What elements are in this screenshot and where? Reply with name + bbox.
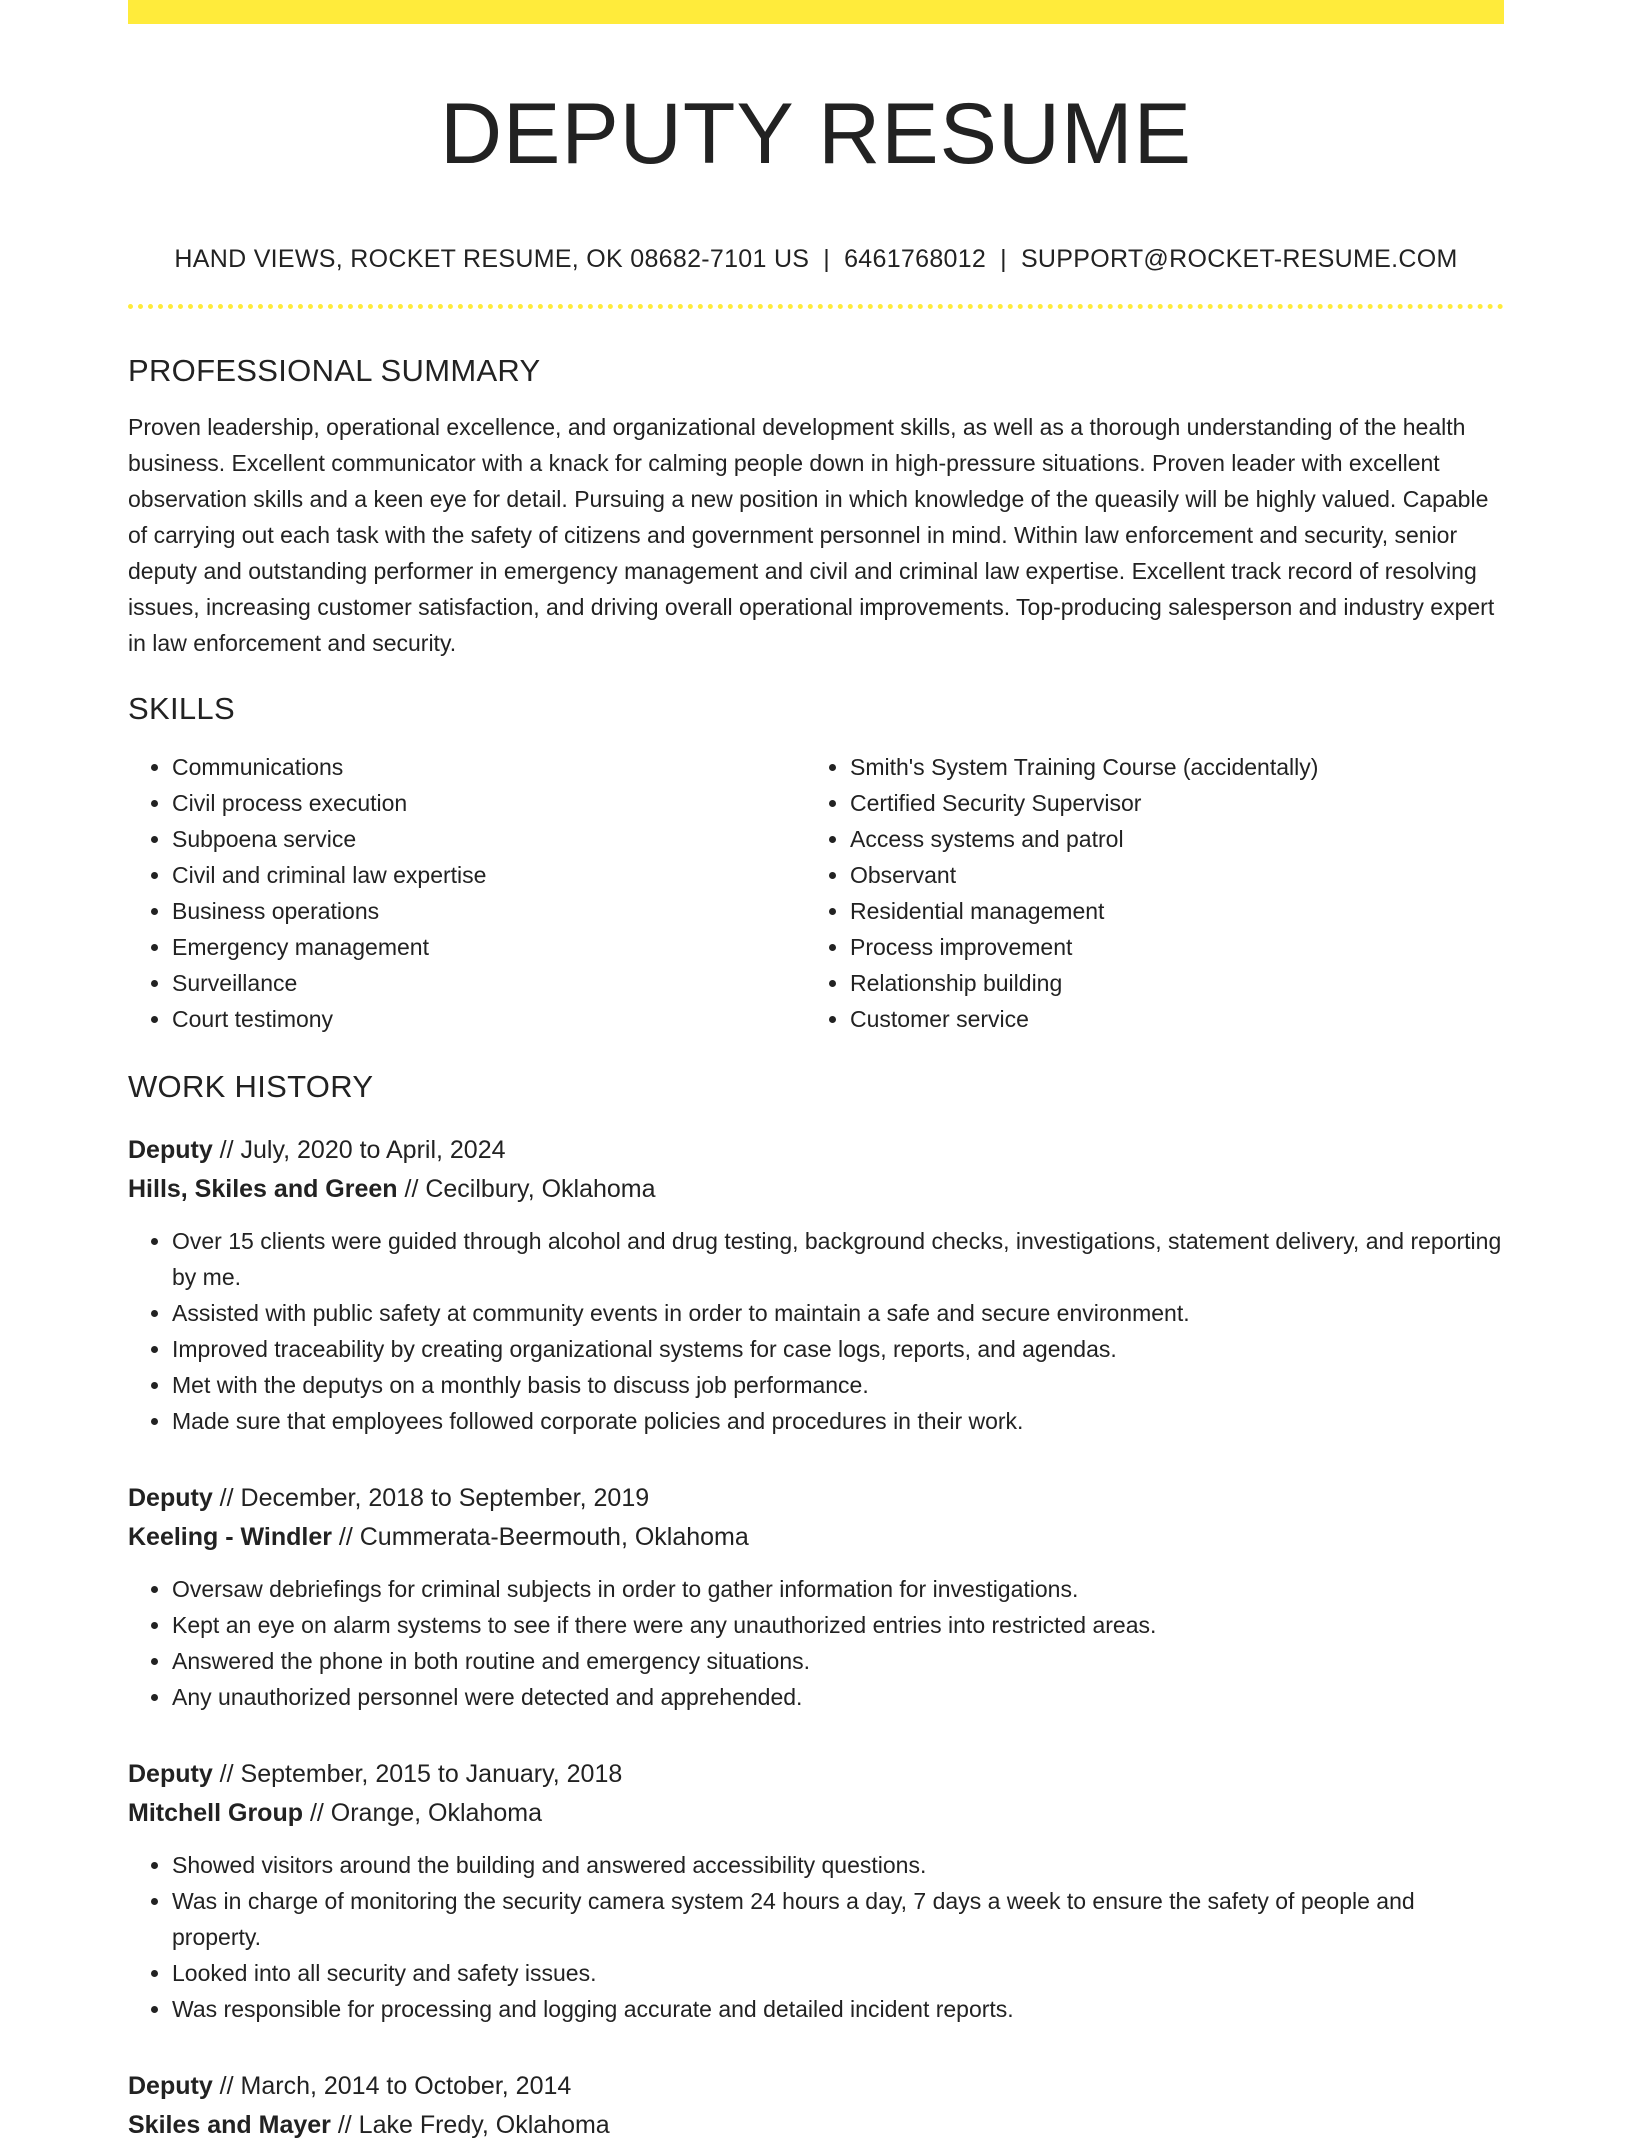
skill-item: • Observant	[850, 857, 1484, 893]
job-bullet: • Kept an eye on alarm systems to see if there were any unauthorized entries into restricted areas.	[172, 1607, 1504, 1643]
job-bullet: • Showed visitors around the building and answered accessibility questions.	[172, 1847, 1504, 1883]
skills-column-left	[128, 749, 806, 1037]
skill-item: • Business operations	[172, 893, 806, 929]
work-history-heading: WORK HISTORY	[128, 1069, 374, 1104]
skills-grid	[128, 749, 1504, 1037]
top-accent-bar	[128, 0, 1504, 24]
skill-item: • Residential management	[850, 893, 1484, 929]
job-company-line	[128, 2106, 1504, 2145]
skill-item: • Civil and criminal law expertise	[172, 857, 806, 893]
skill-item: • Certified Security Supervisor	[850, 785, 1484, 821]
contact-line	[128, 242, 1504, 276]
job-company-line	[128, 1794, 1504, 1833]
job-bullets	[128, 1571, 1504, 1715]
summary-text: Proven leadership, operational excellence, and organizational development skills, as well as a thorough understanding of the health business. Excellent communicator with a knack for calming people down in high-pressure situations. Proven leader with excellent observation skills and a keen eye for detail. Pursuing a new position in which knowledge of the queasily will be highly valued. Capable of carrying out each task with the safety of citizens and government personnel in mind. Within law enforcement and security, senior deputy and outstanding performer in emergency management and civil and criminal law expertise. Excellent track record of resolving issues, increasing customer satisfaction, and driving overall operational improvements. Top-producing salesperson and industry expert in law enforcement and security.	[128, 414, 1495, 656]
job-bullet: • Was in charge of monitoring the security camera system 24 hours a day, 7 days a week to ensure the safety of people and property.	[172, 1883, 1504, 1955]
skills-column-right	[806, 749, 1484, 1037]
resume-page	[128, 0, 1504, 2139]
job-bullet: • Was responsible for processing and logging accurate and detailed incident reports.	[172, 1991, 1504, 2027]
contact-separator: |	[823, 245, 831, 273]
contact-email: SUPPORT@ROCKET-RESUME.COM	[1020, 245, 1458, 273]
skill-item: • Relationship building	[850, 965, 1484, 1001]
skill-item: • Court testimony	[172, 1001, 806, 1037]
job-dates: // July, 2020 to April, 2024	[212, 1136, 506, 1164]
job-entry	[128, 1755, 1504, 2027]
job-bullets	[128, 1847, 1504, 2027]
skill-item: • Smith's System Training Course (accidentally)	[850, 749, 1484, 785]
skill-item: • Civil process execution	[172, 785, 806, 821]
summary-heading: PROFESSIONAL SUMMARY	[128, 353, 541, 388]
job-entry	[128, 2067, 1504, 2145]
job-bullet: • Assisted with public safety at community events in order to maintain a safe and secure environment.	[172, 1295, 1504, 1331]
skill-item: • Access systems and patrol	[850, 821, 1484, 857]
job-dates: // December, 2018 to September, 2019	[212, 1484, 650, 1512]
skills-heading: SKILLS	[128, 691, 235, 726]
job-bullets	[128, 1223, 1504, 1439]
job-title-line	[128, 1131, 1504, 1170]
job-company: Mitchell Group	[128, 1799, 303, 1827]
contact-separator: |	[1000, 245, 1007, 273]
job-bullet: • Answered the phone in both routine and emergency situations.	[172, 1643, 1504, 1679]
job-title-line	[128, 1479, 1504, 1518]
job-company-line	[128, 1518, 1504, 1557]
resume-title: DEPUTY RESUME	[439, 86, 1193, 182]
job-entry	[128, 1479, 1504, 1715]
job-location: // Cummerata-Beermouth, Oklahoma	[331, 1523, 749, 1551]
contact-address: HAND VIEWS, ROCKET RESUME, OK 08682-7101 US	[174, 245, 810, 273]
job-entry	[128, 1131, 1504, 1439]
job-bullet: • Made sure that employees followed corporate policies and procedures in their work.	[172, 1403, 1504, 1439]
job-bullet: • Oversaw debriefings for criminal subjects in order to gather information for investigations.	[172, 1571, 1504, 1607]
job-dates: // March, 2014 to October, 2014	[212, 2072, 572, 2100]
dotted-divider	[128, 304, 1504, 309]
skill-item: • Surveillance	[172, 965, 806, 1001]
skill-item: • Process improvement	[850, 929, 1484, 965]
skill-item: • Communications	[172, 749, 806, 785]
job-title: Deputy	[128, 1760, 213, 1788]
job-bullet: • Improved traceability by creating organizational systems for case logs, reports, and agendas.	[172, 1331, 1504, 1367]
skill-item: • Customer service	[850, 1001, 1484, 1037]
job-company: Hills, Skiles and Green	[128, 1175, 398, 1203]
job-bullet: • Over 15 clients were guided through alcohol and drug testing, background checks, investigations, statement delivery, and reporting by me.	[172, 1223, 1504, 1295]
job-location: // Orange, Oklahoma	[303, 1799, 543, 1827]
job-title: Deputy	[128, 1484, 213, 1512]
job-bullet: • Met with the deputys on a monthly basis to discuss job performance.	[172, 1367, 1504, 1403]
job-company: Skiles and Mayer	[128, 2111, 331, 2139]
job-title-line	[128, 2067, 1504, 2106]
job-company: Keeling - Windler	[128, 1523, 332, 1551]
job-title: Deputy	[128, 1136, 213, 1164]
job-title-line	[128, 1755, 1504, 1794]
job-bullet: • Any unauthorized personnel were detected and apprehended.	[172, 1679, 1504, 1715]
job-company-line	[128, 1170, 1504, 1209]
job-location: // Lake Fredy, Oklahoma	[330, 2111, 610, 2139]
job-bullet: • Looked into all security and safety issues.	[172, 1955, 1504, 1991]
job-dates: // September, 2015 to January, 2018	[212, 1760, 623, 1788]
job-location: // Cecilbury, Oklahoma	[397, 1175, 656, 1203]
contact-phone: 6461768012	[844, 245, 987, 273]
skill-item: • Subpoena service	[172, 821, 806, 857]
skill-item: • Emergency management	[172, 929, 806, 965]
job-title: Deputy	[128, 2072, 213, 2100]
